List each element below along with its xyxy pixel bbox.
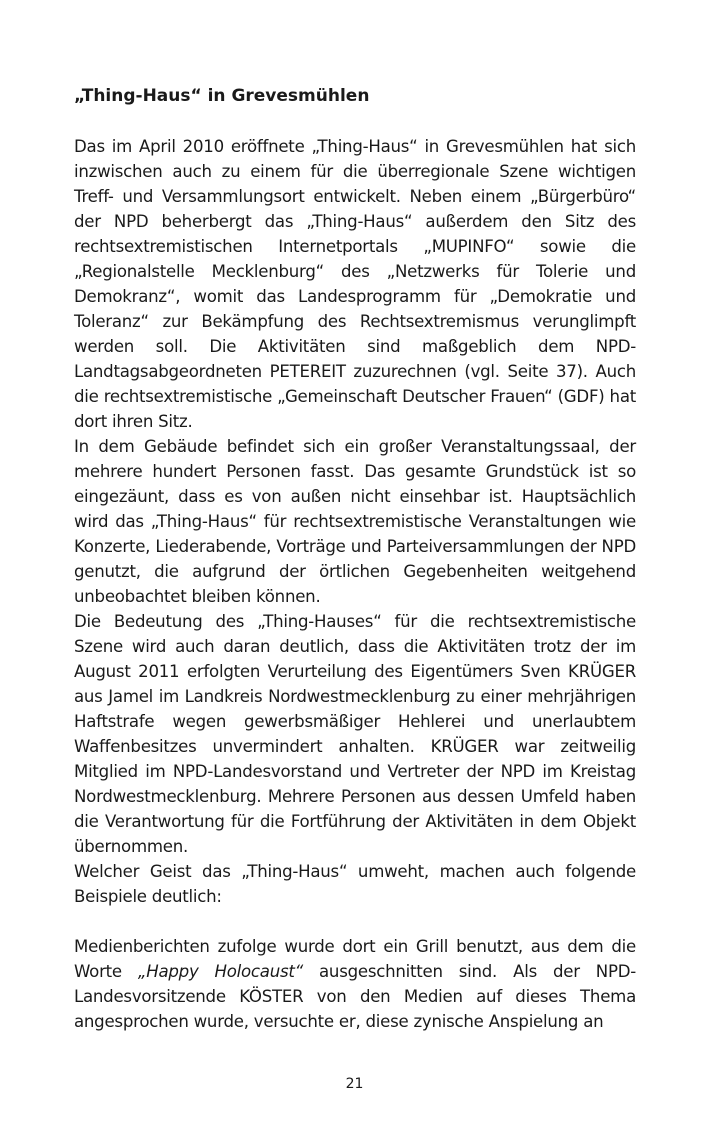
page-number: 21 <box>345 1076 364 1092</box>
paragraph-5-text-end: ausgeschnitten sind. Als der NPD-Landesvorsitzende KÖSTER von den Medien auf dieses Thema angesprochen wurde, versuchte er, diese zynische Anspielung an <box>74 962 636 1031</box>
paragraph-3: Die Bedeutung des „Thing-Hauses“ für die rechtsextremistische Szene wird auch daran deutlich, dass die Aktivitäten trotz der im August 2011 erfolgten Verurteilung des Eigentümers Sven KRÜGER aus Jamel im Landkreis Nordwestmecklenburg zu einer mehrjährigen Haftstrafe wegen gewerbsmäßiger Hehlerei und unerlaubtem Waffenbesitzes unvermindert anhalten. KRÜGER war zeitweilig Mitglied im NPD-Landesvorstand und Vertreter der NPD im Kreistag Nordwestmecklenburg. Mehrere Personen aus dessen Umfeld haben die Verantwortung für die Fortführung der Aktivitäten in dem Objekt übernommen. <box>74 612 636 856</box>
paragraph-5-italic-quote: „Happy Holocaust“ <box>137 962 303 981</box>
paragraph-1: Das im April 2010 eröffnete „Thing-Haus“ in Grevesmühlen hat sich inzwischen auch zu einem für die überregionale Szene wichtigen Treff- und Versammlungsort entwickelt. Neben einem „Bürgerbüro“ der NPD beherbergt das „Thing-Haus“ außerdem den Sitz des rechtsextremistischen Internetportals „MUPINFO“ sowie die „Regionalstelle Mecklenburg“ des „Netzwerks für Tolerie und Demokranz“, womit das Landesprogramm für „Demokratie und Toleranz“ zur Bekämpfung des Rechtsextremismus verunglimpft werden soll. Die Aktivitäten sind maßgeblich dem NPD-Landtagsabgeordneten PETEREIT zuzurechnen (vgl. Seite 37). Auch die rechtsextremistische „Gemeinschaft Deutscher Frauen“ (GDF) hat dort ihren Sitz. <box>74 137 636 431</box>
paragraph-4: Welcher Geist das „Thing-Haus“ umweht, machen auch folgende Beispiele deutlich: <box>74 862 636 906</box>
page-body <box>74 84 636 1034</box>
paragraph-2: In dem Gebäude befindet sich ein großer Veranstaltungssaal, der mehrere hundert Personen fasst. Das gesamte Grundstück ist so eingezäunt, dass es von außen nicht einsehbar ist. Hauptsächlich wird das „Thing-Haus“ für rechtsextremistische Veranstaltungen wie Konzerte, Liederabende, Vorträge und Parteiversammlungen der NPD genutzt, die aufgrund der örtlichen Gegebenheiten weitgehend unbeobachtet bleiben können. <box>74 437 636 606</box>
section-heading: „Thing-Haus“ in Grevesmühlen <box>74 86 370 106</box>
paragraph-5-text-start: Medienberichten zufolge wurde dort ein Grill benutzt, aus dem die Worte <box>74 937 636 981</box>
paragraph-5 <box>74 934 636 1034</box>
